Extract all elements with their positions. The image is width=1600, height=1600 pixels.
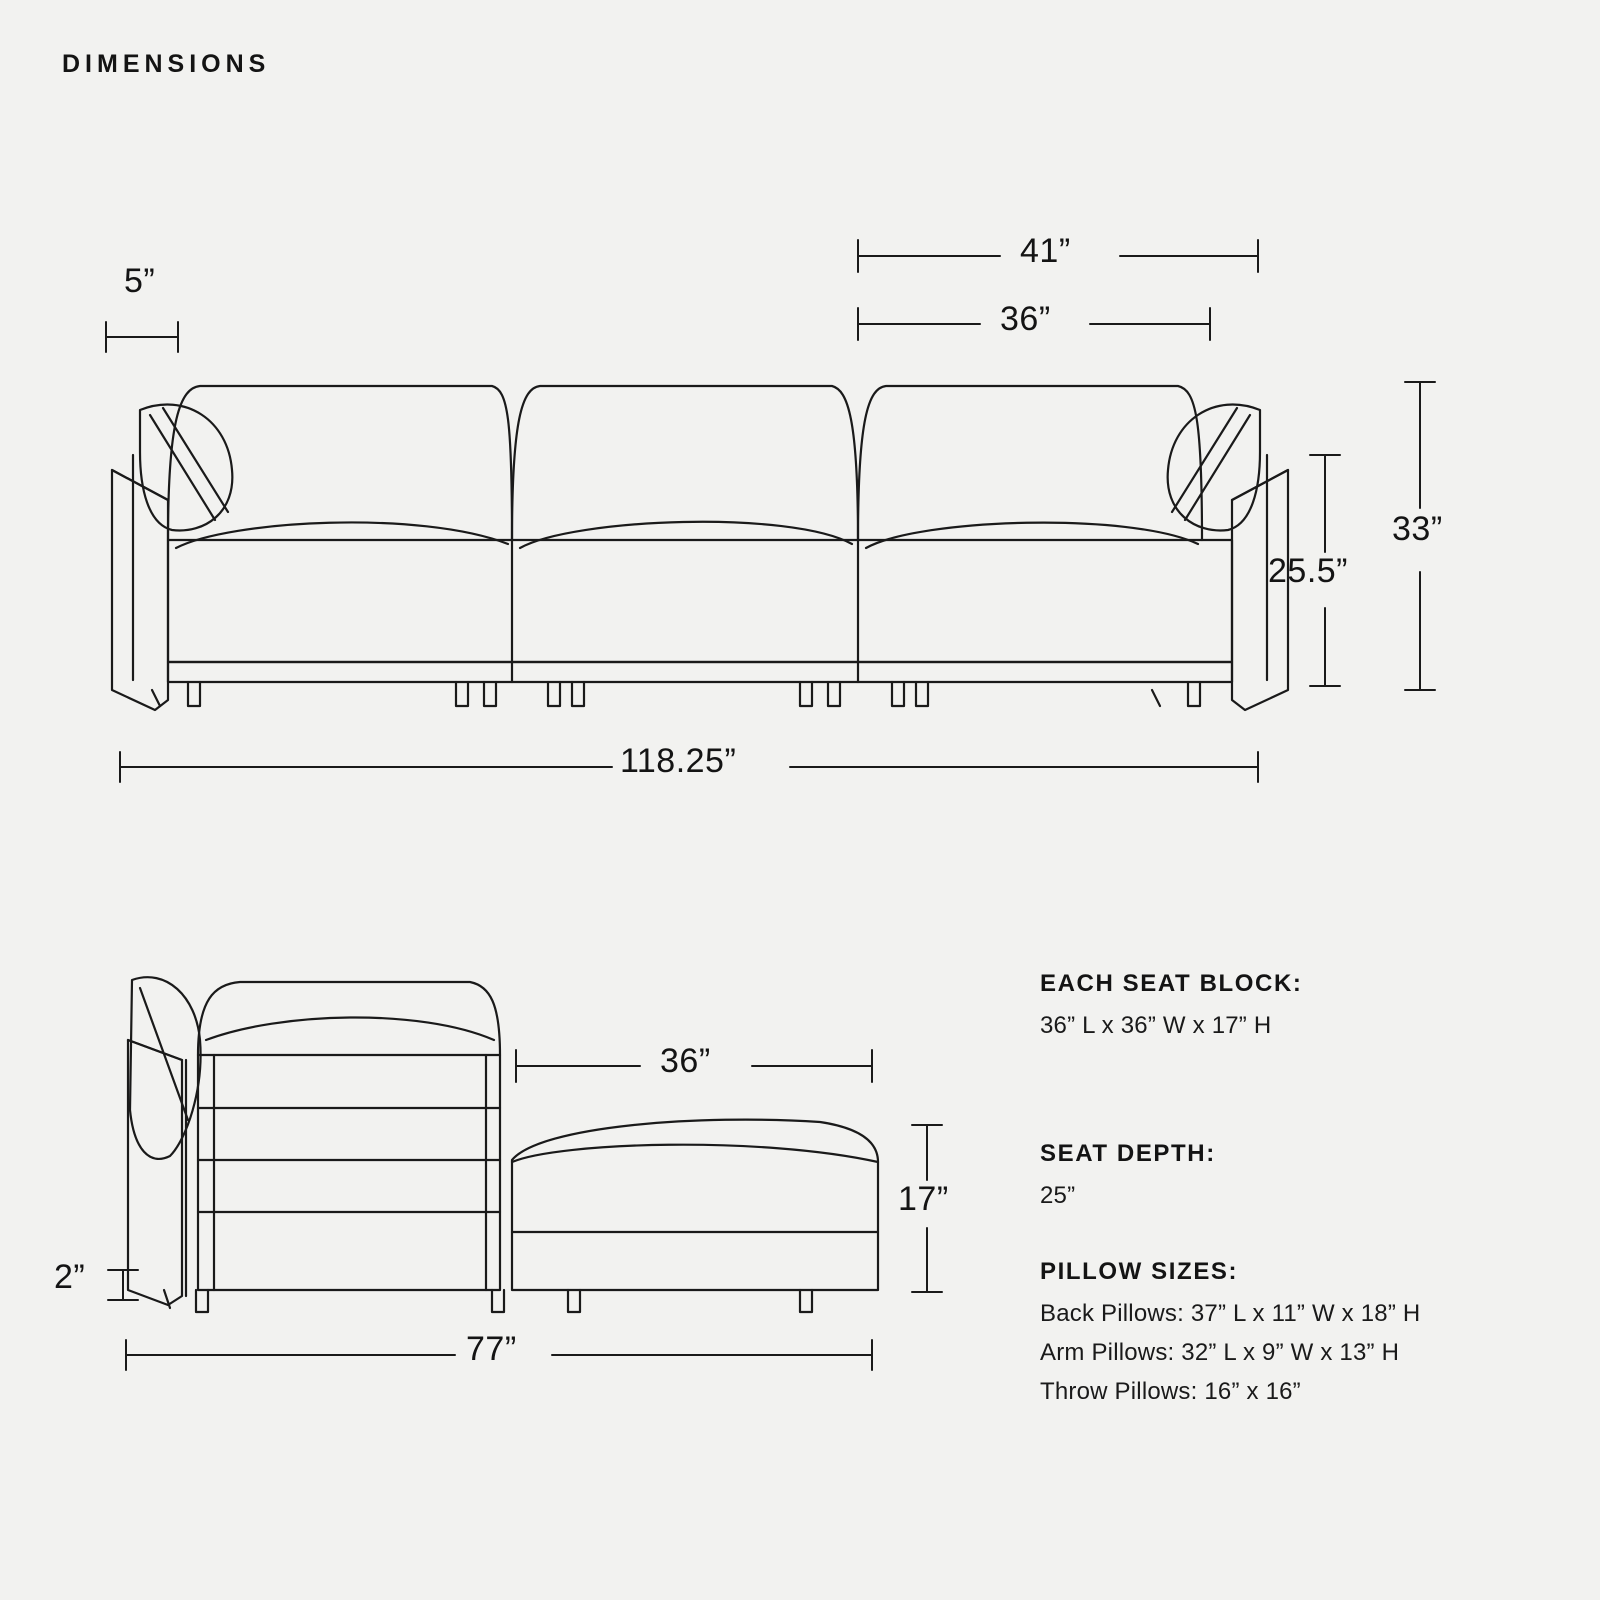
dim-label-seat-back-height: 25.5”	[1268, 552, 1348, 590]
spec-heading-pillow-sizes: PILLOW SIZES:	[1040, 1258, 1239, 1285]
dim-label-seat-block-width: 36”	[1000, 300, 1051, 338]
dim-label-overall-height: 33”	[1392, 510, 1443, 548]
dim-label-seat-height: 17”	[898, 1180, 949, 1218]
spec-seat-depth	[1040, 1140, 1216, 1221]
front-view-sofa	[112, 386, 1288, 710]
dim-label-overall-depth: 77”	[466, 1330, 517, 1368]
page-title: DIMENSIONS	[62, 50, 271, 78]
spec-heading-seat-block: EACH SEAT BLOCK:	[1040, 970, 1303, 997]
dim-label-module-width: 41”	[1020, 232, 1071, 270]
spec-line-throw-pillows: Throw Pillows: 16” x 16”	[1040, 1378, 1301, 1405]
side-view-sofa	[128, 977, 878, 1312]
spec-pillow-sizes	[1040, 1258, 1420, 1417]
spec-line-seat-block-dims: 36” L x 36” W x 17” H	[1040, 1012, 1272, 1039]
front-view-dimension-lines	[106, 240, 1435, 782]
side-view-dimension-lines	[108, 1050, 942, 1370]
spec-line-arm-pillows: Arm Pillows: 32” L x 9” W x 13” H	[1040, 1339, 1400, 1366]
spec-line-seat-depth-value: 25”	[1040, 1182, 1076, 1209]
spec-heading-seat-depth: SEAT DEPTH:	[1040, 1140, 1216, 1167]
dim-label-ottoman-depth: 36”	[660, 1042, 711, 1080]
dim-label-arm-width: 5”	[124, 262, 156, 300]
spec-line-back-pillows: Back Pillows: 37” L x 11” W x 18” H	[1040, 1300, 1421, 1327]
dim-label-overall-width: 118.25”	[620, 742, 737, 780]
spec-each-seat-block	[1040, 970, 1302, 1051]
dim-label-leg-height: 2”	[54, 1258, 86, 1296]
